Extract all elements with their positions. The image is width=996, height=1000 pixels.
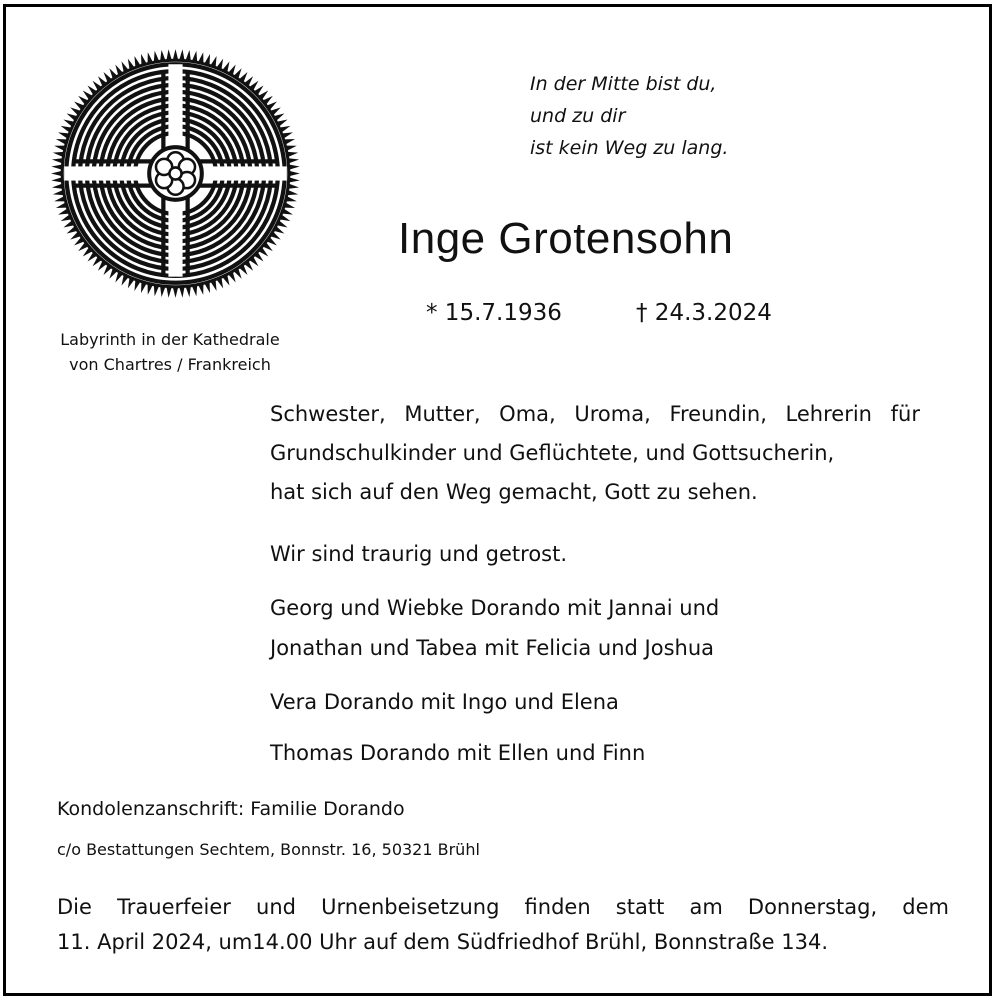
description-line-3: hat sich auf den Weg gemacht, Gott zu sehen. (270, 480, 758, 504)
mourners-intro: Wir sind traurig und getrost. (270, 542, 568, 566)
deceased-name: Inge Grotensohn (398, 214, 734, 263)
labyrinth-icon (44, 42, 307, 305)
mourners-family-3: Thomas Dorando mit Ellen und Finn (270, 741, 646, 765)
mourners-family-1-line-1: Georg und Wiebke Dorando mit Jannai und (270, 596, 720, 620)
motto-line-3: ist kein Weg zu lang. (530, 137, 729, 159)
birth-date: * 15.7.1936 (426, 300, 562, 326)
motto-line-1: In der Mitte bist du, (530, 73, 717, 95)
description-line-1: Schwester, Mutter, Oma, Uroma, Freundin, Lehrerin für (270, 402, 920, 426)
condolence-address-line-2: c/o Bestattungen Sechtem, Bonnstr. 16, 50321 Brühl (57, 840, 480, 859)
description-line-2: Grundschulkinder und Geflüchtete, und Gottsucherin, (270, 441, 835, 465)
mourners-family-1-line-2: Jonathan und Tabea mit Felicia und Joshua (270, 636, 714, 660)
condolence-address-line-1: Kondolenzanschrift: Familie Dorando (57, 798, 405, 820)
funeral-info-line-1: Die Trauerfeier und Urnenbeisetzung finden statt am Donnerstag, dem (57, 895, 949, 919)
funeral-info-line-2: 11. April 2024, um14.00 Uhr auf dem Südfriedhof Brühl, Bonnstraße 134. (57, 930, 829, 954)
death-date: † 24.3.2024 (636, 300, 772, 326)
motto-line-2: und zu dir (530, 105, 626, 127)
caption-line-1: Labyrinth in der Kathedrale (60, 330, 280, 349)
mourners-family-2: Vera Dorando mit Ingo und Elena (270, 690, 619, 714)
caption-line-2: von Chartres / Frankreich (69, 355, 271, 374)
